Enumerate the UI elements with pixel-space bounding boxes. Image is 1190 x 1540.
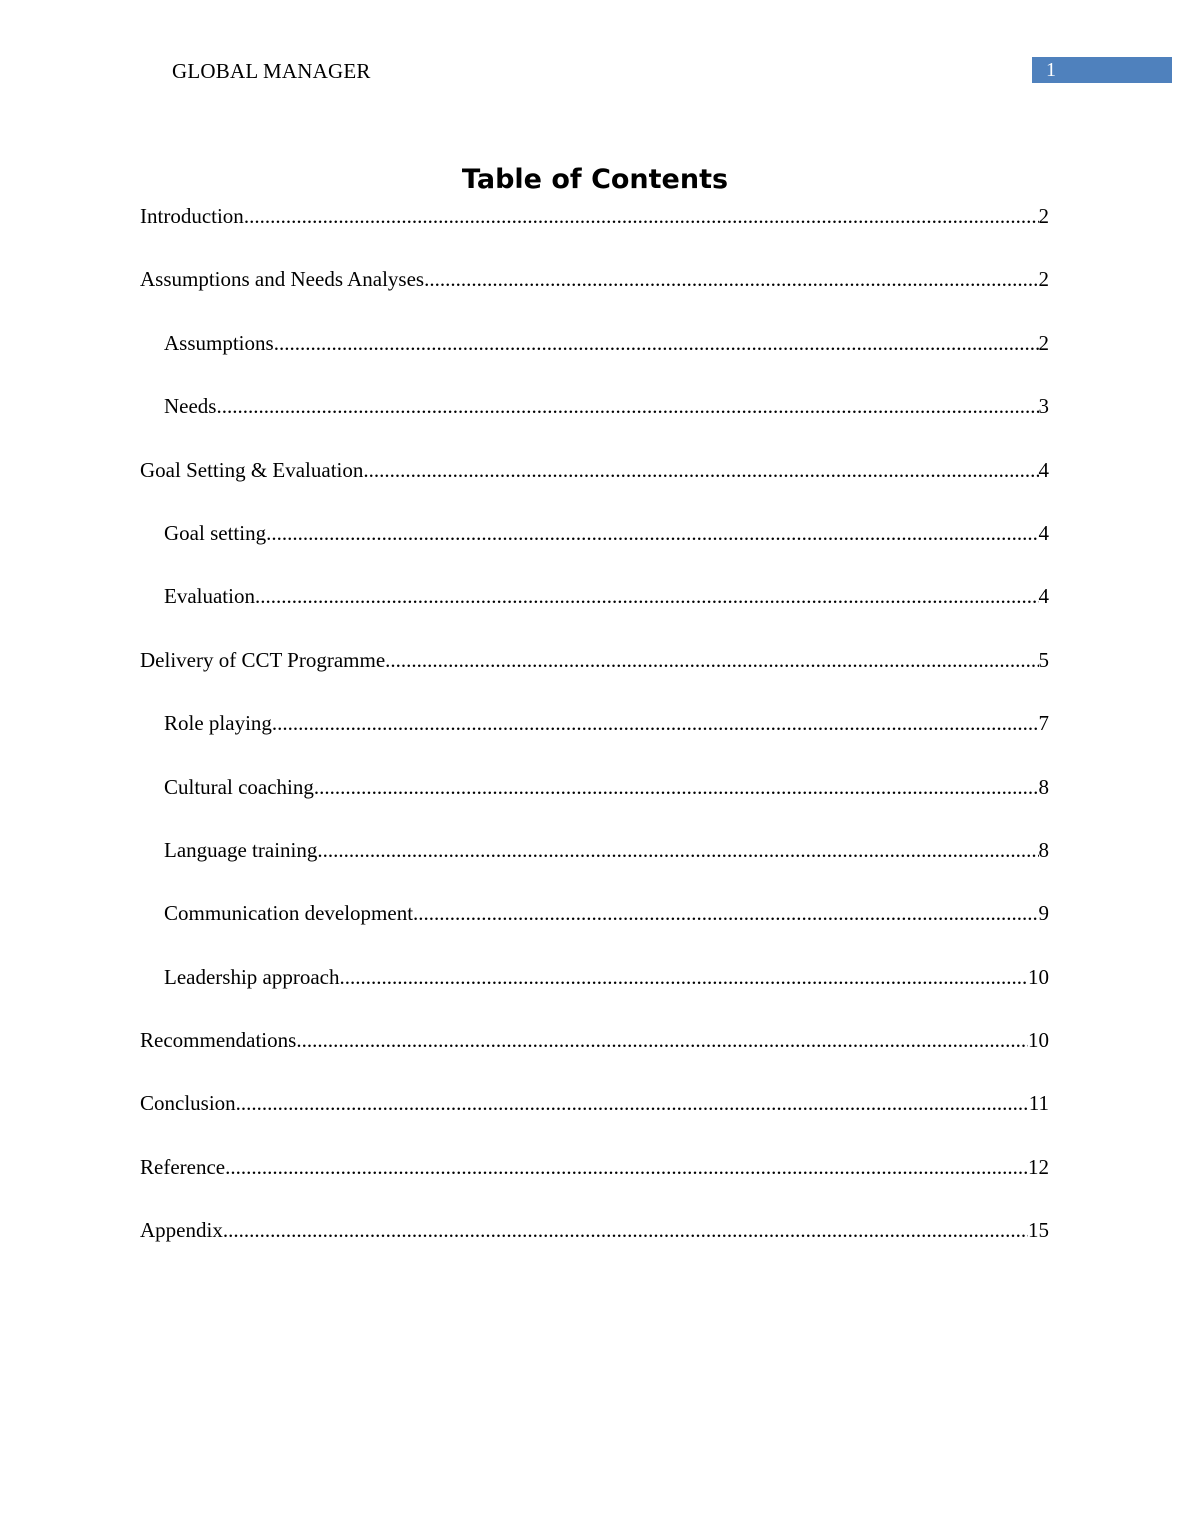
toc-entry-page: 9: [1038, 901, 1049, 926]
toc-entry-goal-setting-evaluation[interactable]: [140, 454, 1049, 517]
toc-entry-page: 15: [1028, 1218, 1049, 1243]
toc-dot-leader: [223, 1214, 1028, 1246]
toc-entry-page: 8: [1038, 837, 1049, 862]
toc-entry-goal-setting[interactable]: [140, 517, 1049, 580]
toc-entry-label: Language training: [164, 837, 318, 862]
toc-entry-page: 5: [1038, 647, 1049, 672]
toc-dot-leader: [274, 327, 1039, 359]
toc-entry-label: Assumptions: [164, 330, 274, 355]
toc-entry-label: Role playing: [164, 711, 272, 736]
toc-entry-label: Conclusion: [140, 1091, 236, 1116]
toc-entry-label: Reference: [140, 1154, 226, 1179]
toc-entry-page: 10: [1028, 1028, 1049, 1053]
toc-entry-page: 8: [1038, 774, 1049, 799]
toc-dot-leader: [236, 1087, 1029, 1119]
toc-entry-page: 2: [1038, 267, 1049, 292]
toc-entry-appendix[interactable]: [140, 1214, 1049, 1277]
toc-entry-evaluation[interactable]: [140, 580, 1049, 643]
toc-dot-leader: [216, 390, 1038, 422]
toc-dot-leader: [317, 834, 1038, 866]
table-of-contents: [140, 200, 1049, 1278]
toc-entry-page: 2: [1038, 330, 1049, 355]
toc-dot-leader: [272, 707, 1039, 739]
toc-dot-leader: [363, 454, 1038, 486]
toc-entry-conclusion[interactable]: [140, 1087, 1049, 1150]
toc-entry-assumptions[interactable]: [140, 327, 1049, 390]
toc-entry-label: Appendix: [140, 1218, 223, 1243]
toc-entry-page: 7: [1038, 711, 1049, 736]
toc-dot-leader: [413, 897, 1038, 929]
toc-dot-leader: [424, 263, 1038, 295]
toc-entry-label: Goal Setting & Evaluation: [140, 457, 364, 482]
toc-entry-introduction[interactable]: [140, 200, 1049, 263]
running-header-title: GLOBAL MANAGER: [172, 59, 371, 83]
toc-entry-label: Goal setting: [164, 520, 267, 545]
toc-entry-page: 4: [1038, 457, 1049, 482]
page-number-badge: 1: [1032, 57, 1172, 83]
toc-entry-delivery-of-cct-programme[interactable]: [140, 644, 1049, 707]
toc-dot-leader: [225, 1151, 1028, 1183]
toc-entry-page: 2: [1038, 204, 1049, 228]
toc-entry-label: Assumptions and Needs Analyses: [140, 267, 425, 292]
toc-entry-label: Cultural coaching: [164, 774, 314, 799]
toc-entry-communication-development[interactable]: [140, 897, 1049, 960]
toc-dot-leader: [296, 1024, 1028, 1056]
toc-entry-cultural-coaching[interactable]: [140, 771, 1049, 834]
toc-entry-recommendations[interactable]: [140, 1024, 1049, 1087]
toc-dot-leader: [314, 771, 1039, 803]
toc-entry-label: Recommendations: [140, 1028, 297, 1053]
toc-entry-language-training[interactable]: [140, 834, 1049, 897]
toc-entry-label: Introduction: [140, 204, 244, 228]
toc-entry-page: 4: [1038, 584, 1049, 609]
toc-entry-role-playing[interactable]: [140, 707, 1049, 770]
toc-entry-needs[interactable]: [140, 390, 1049, 453]
toc-entry-label: Needs: [164, 394, 217, 419]
toc-dot-leader: [266, 517, 1038, 549]
toc-dot-leader: [340, 961, 1029, 993]
toc-entry-reference[interactable]: [140, 1151, 1049, 1214]
toc-entry-page: 10: [1028, 964, 1049, 989]
toc-dot-leader: [255, 580, 1039, 612]
toc-heading: Table of Contents: [461, 164, 729, 195]
toc-entry-label: Communication development: [164, 901, 414, 926]
toc-entry-label: Leadership approach: [164, 964, 340, 989]
toc-entry-assumptions-and-needs-analyses[interactable]: [140, 263, 1049, 326]
toc-dot-leader: [385, 644, 1038, 676]
toc-entry-page: 11: [1028, 1091, 1049, 1116]
toc-entry-leadership-approach[interactable]: [140, 961, 1049, 1024]
toc-dot-leader: [244, 200, 1039, 232]
toc-entry-page: 3: [1038, 394, 1049, 419]
toc-entry-label: Evaluation: [164, 584, 255, 609]
toc-entry-page: 12: [1028, 1154, 1049, 1179]
toc-entry-page: 4: [1038, 520, 1049, 545]
toc-entry-label: Delivery of CCT Programme: [140, 647, 386, 672]
